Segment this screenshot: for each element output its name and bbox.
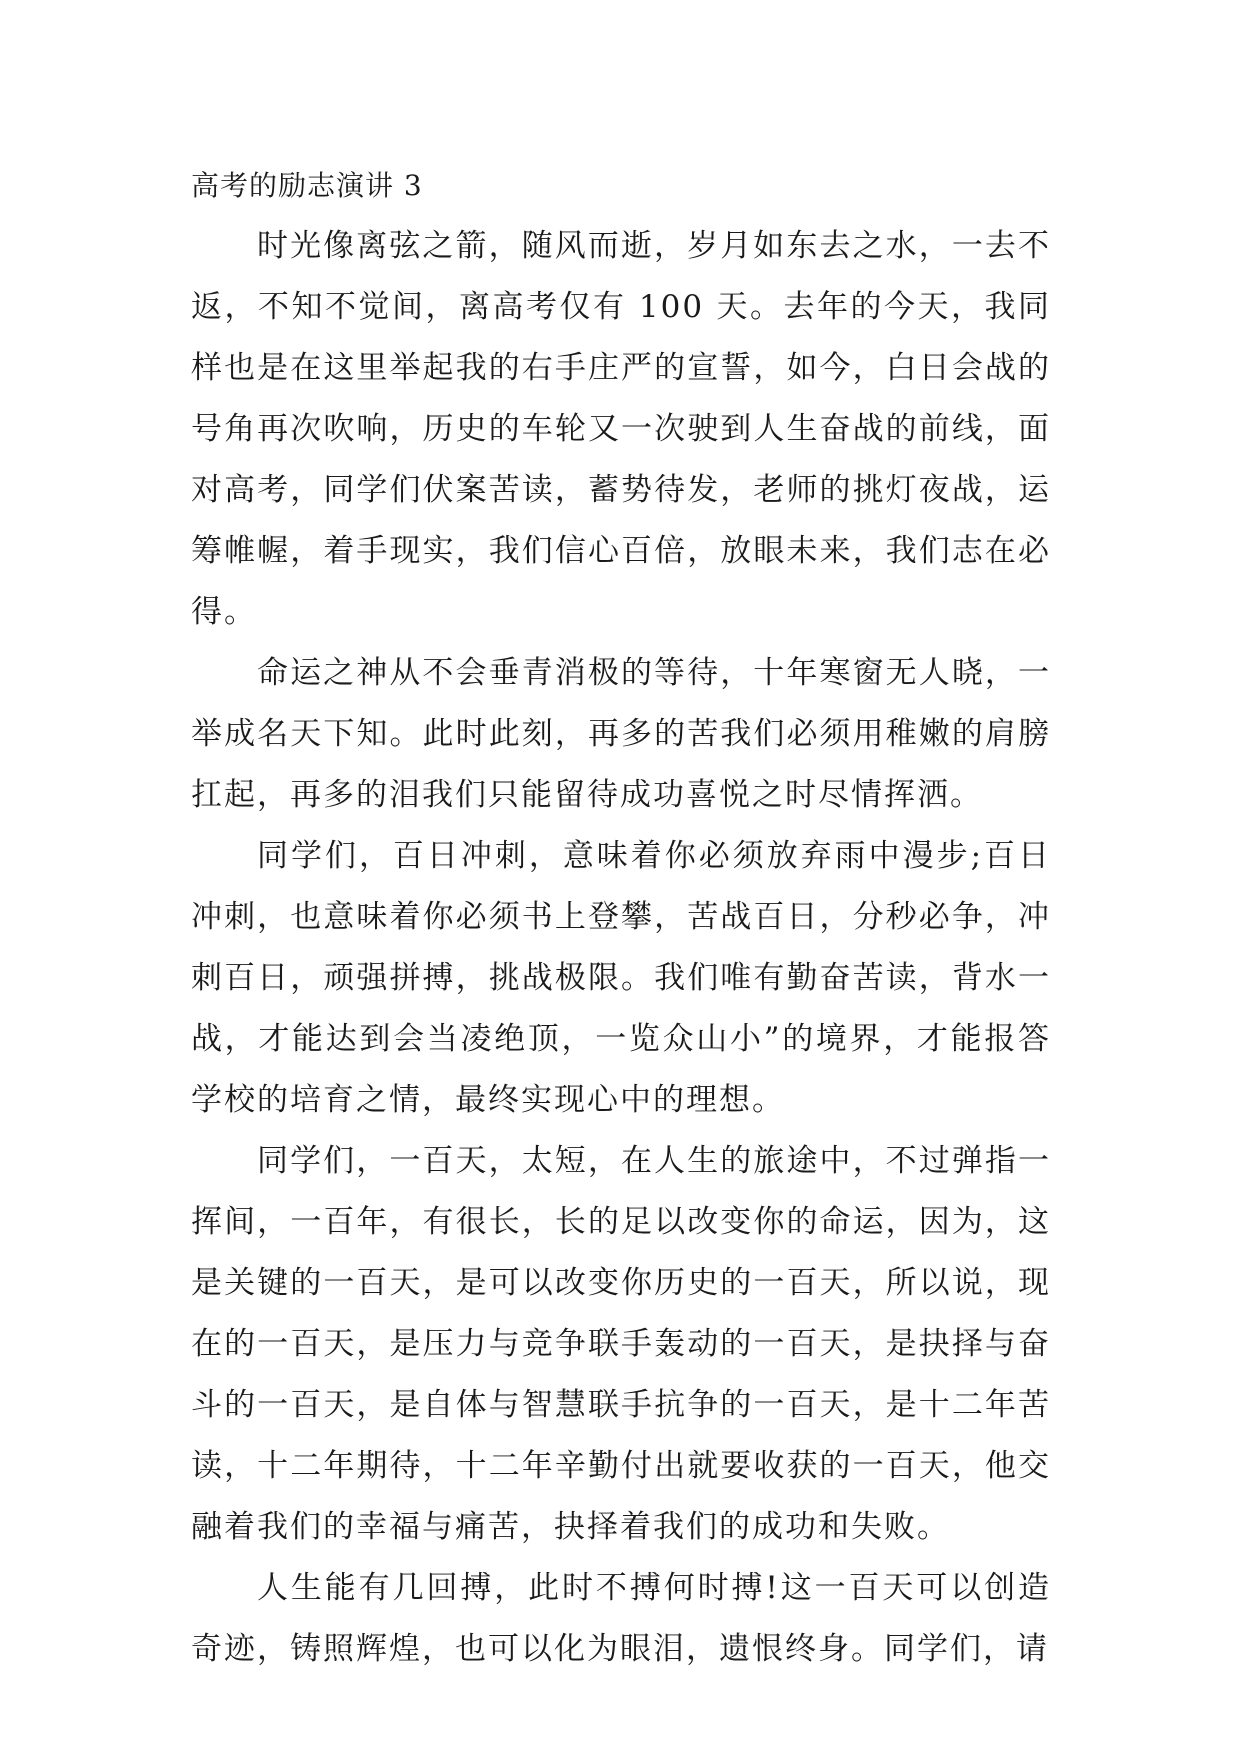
- paragraph-3: 同学们，百日冲刺，意味着你必须放弃雨中漫步;百日冲刺，也意味着你必须书上登攀，苦战百日，分秒必争，冲刺百日，顽强拼搏，挑战极限。我们唯有勤奋苦读，背水一战，才能达到会当凌绝顶，一览众山小”的境界，才能报答学校的培育之情，最终实现心中的理想。: [191, 838, 1051, 1118]
- paragraph-1: 时光像离弦之箭，随风而逝，岁月如东去之水，一去不返，不知不觉间，离高考仅有 100 天。去年的今天，我同样也是在这里举起我的右手庄严的宣誓，如今，白日会战的号角再次吹响，历史的车轮又一次驶到人生奋战的前线，面对高考，同学们伏案苦读，蓄势待发，老师的挑灯夜战，运筹帷幄，着手现实，我们信心百倍，放眼未来，我们志在必得。: [191, 228, 1051, 630]
- paragraph-2: 命运之神从不会垂青消极的等待，十年寒窗无人晓，一举成名天下知。此时此刻，再多的苦我们必须用稚嫩的肩膀扛起，再多的泪我们只能留待成功喜悦之时尽情挥洒。: [191, 655, 1051, 813]
- document-body: [191, 166, 1051, 1680]
- paragraph-5: 人生能有几回搏，此时不搏何时搏!这一百天可以创造奇迹，铸照辉煌，也可以化为眼泪，遗恨终身。同学们，请: [191, 1570, 1051, 1667]
- paragraph-4: 同学们，一百天，太短，在人生的旅途中，不过弹指一挥间，一百年，有很长，长的足以改变你的命运，因为，这是关键的一百天，是可以改变你历史的一百天，所以说，现在的一百天，是压力与竞争联手轰动的一百天，是抉择与奋斗的一百天，是自体与智慧联手抗争的一百天，是十二年苦读，十二年期待，十二年辛勤付出就要收获的一百天，他交融着我们的幸福与痛苦，抉择着我们的成功和失败。: [191, 1143, 1051, 1545]
- document-title: 高考的励志演讲 3: [191, 169, 423, 202]
